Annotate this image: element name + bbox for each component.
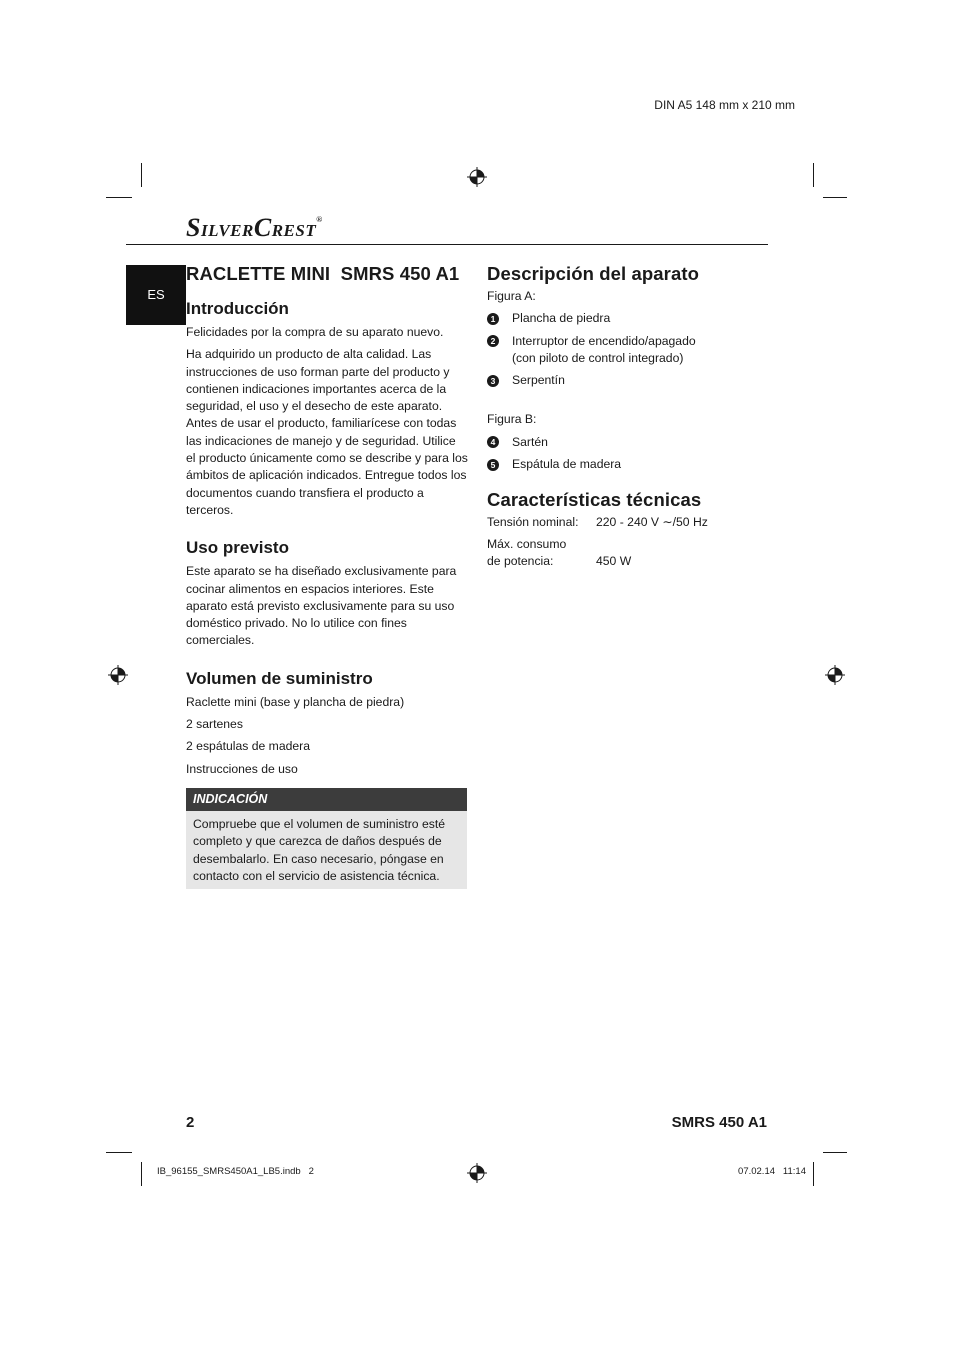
section-heading-intro: Introducción bbox=[186, 299, 289, 318]
registration-mark-icon bbox=[467, 1163, 487, 1183]
registration-mark-icon bbox=[108, 665, 128, 685]
crop-mark bbox=[813, 1162, 814, 1186]
number-badge-icon: 4 bbox=[487, 436, 499, 448]
list-item: 1 Plancha de piedra bbox=[487, 310, 769, 327]
figure-label: Figura A: bbox=[487, 289, 536, 303]
section-heading-description: Descripción del aparato bbox=[487, 263, 700, 284]
header-rule bbox=[126, 244, 768, 245]
paragraph: Ha adquirido un producto de alta calidad. Las instrucciones de uso forman parte del producto y contienen indicaciones importantes acerca de la seguridad, el uso y el desecho de este aparato. Antes de usar el producto, familiarícese con todas las indicaciones de manejo y de seguridad. Utilice el producto únicamente como se describe y para los ámbitos de aplicación indicados. Entregue todos los documentos cuando transfiera el producto a terceros. bbox=[186, 347, 468, 517]
note-box bbox=[186, 788, 467, 889]
section-heading-intended-use: Uso previsto bbox=[186, 538, 289, 558]
right-column bbox=[487, 262, 769, 570]
list-item: Instrucciones de uso bbox=[186, 761, 298, 776]
list-item: 2 Interruptor de encendido/apagado (con piloto de control integrado) bbox=[487, 333, 769, 368]
crop-mark bbox=[106, 1152, 132, 1153]
number-badge-icon: 1 bbox=[487, 313, 499, 325]
list-item: 2 sartenes bbox=[186, 717, 243, 732]
left-column bbox=[186, 262, 468, 889]
paragraph: Felicidades por la compra de su aparato nuevo. bbox=[186, 325, 444, 339]
figure-label: Figura B: bbox=[487, 412, 537, 427]
spec-row: Máx. consumo bbox=[487, 536, 567, 551]
brand-logo: SILVERCREST® bbox=[186, 213, 323, 242]
crop-mark bbox=[106, 197, 132, 198]
list-item: Raclette mini (base y plancha de piedra) bbox=[186, 694, 405, 709]
note-text: Compruebe que el volumen de suministro esté completo y que carezca de daños después de desembalarlo. En caso necesario, póngase en contacto con el servicio de asistencia técnica. bbox=[193, 816, 446, 883]
page-format-label: DIN A5 148 mm x 210 mm bbox=[654, 98, 795, 112]
paragraph: Este aparato se ha diseñado exclusivamente para cocinar alimentos en espacios interiores. Este aparato está previsto exclusivamente para su uso doméstico privado. No lo utilice con fines comerciales. bbox=[186, 564, 457, 648]
crop-mark bbox=[813, 163, 814, 187]
crop-mark bbox=[823, 197, 847, 198]
registration-mark-icon bbox=[467, 167, 487, 187]
language-tab: ES bbox=[126, 265, 186, 325]
number-badge-icon: 3 bbox=[487, 375, 499, 387]
product-title: RACLETTE MINI SMRS 450 A1 bbox=[186, 263, 460, 284]
crop-mark bbox=[141, 163, 142, 187]
spec-row: Tensión nominal: 220 - 240 V ∼/50 Hz bbox=[487, 515, 708, 530]
list-item: 5 Espátula de madera bbox=[487, 456, 769, 473]
crop-mark bbox=[823, 1152, 847, 1153]
footer-model: SMRS 450 A1 bbox=[671, 1114, 767, 1131]
list-item: 3 Serpentín bbox=[487, 372, 769, 389]
spec-row: de potencia: 450 W bbox=[487, 553, 632, 568]
list-item: 4 Sartén bbox=[487, 434, 769, 451]
number-badge-icon: 5 bbox=[487, 459, 499, 471]
note-label: INDICACIÓN bbox=[186, 788, 467, 811]
number-badge-icon: 2 bbox=[487, 335, 499, 347]
registration-mark-icon bbox=[825, 665, 845, 685]
crop-mark bbox=[141, 1162, 142, 1186]
section-heading-scope: Volumen de suministro bbox=[186, 668, 373, 688]
list-item: 2 espátulas de madera bbox=[186, 739, 310, 754]
note-body bbox=[186, 811, 467, 889]
slug-datetime: 07.02.14 11:14 bbox=[738, 1166, 806, 1177]
section-heading-specs: Características técnicas bbox=[487, 489, 702, 511]
page-number: 2 bbox=[186, 1114, 195, 1131]
slug-filename: IB_96155_SMRS450A1_LB5.indb 2 bbox=[157, 1166, 314, 1177]
